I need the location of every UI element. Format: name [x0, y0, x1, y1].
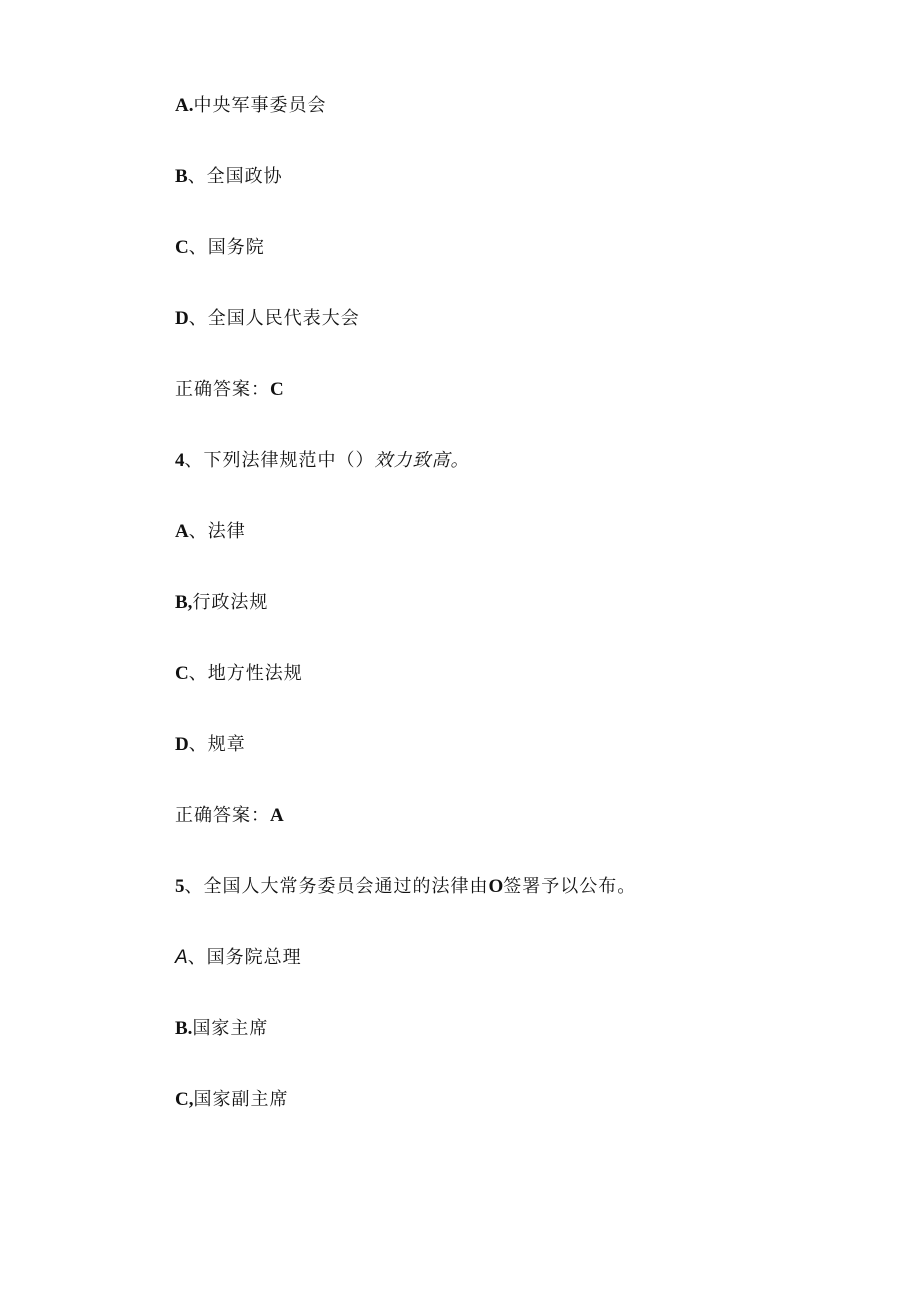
- q4-question: [175, 449, 470, 473]
- q5-option-a: [175, 946, 302, 970]
- q5-question: [175, 875, 636, 899]
- option-text: 、规章: [188, 734, 246, 755]
- option-text: 中央军事委员会: [193, 95, 327, 116]
- q4-option-a: [175, 520, 246, 544]
- option-text: 国家主席: [192, 1018, 269, 1039]
- question-text: 、全国人大常务委员会通过的法律由: [184, 876, 489, 897]
- option-letter: D: [175, 308, 189, 329]
- q3-answer: [175, 378, 284, 402]
- option-letter: D: [175, 734, 189, 755]
- option-letter: A.: [175, 95, 194, 116]
- option-text: 国家副主席: [193, 1089, 289, 1110]
- question-text-italic: 效力致高。: [374, 450, 470, 471]
- option-letter: A: [175, 947, 188, 968]
- option-text: 、全国政协: [187, 166, 283, 187]
- q4-option-d: [175, 733, 246, 757]
- option-text: 、地方性法规: [188, 663, 303, 684]
- q4-option-b: [175, 591, 268, 615]
- option-letter: B.: [175, 1018, 193, 1039]
- option-letter: C: [175, 237, 189, 258]
- option-letter: C,: [175, 1089, 194, 1110]
- q3-option-d: [175, 307, 360, 331]
- option-letter: A: [175, 521, 189, 542]
- option-text: 、法律: [188, 521, 246, 542]
- q5-option-c: [175, 1088, 288, 1112]
- answer-value: C: [270, 379, 284, 400]
- q3-option-b: [175, 165, 283, 189]
- question-text-end: 签署予以公布。: [503, 876, 637, 897]
- option-letter: B: [175, 166, 188, 187]
- q3-option-a: [175, 94, 326, 118]
- option-letter: B,: [175, 592, 193, 613]
- option-letter: C: [175, 663, 189, 684]
- q4-option-c: [175, 662, 303, 686]
- question-blank: O: [488, 876, 504, 897]
- question-number: 5: [175, 876, 185, 897]
- q5-option-b: [175, 1017, 268, 1041]
- option-text: 、国务院总理: [187, 947, 302, 968]
- q3-option-c: [175, 236, 265, 260]
- question-text: 、下列法律规范中（）: [184, 450, 375, 471]
- option-text: 、全国人民代表大会: [188, 308, 360, 329]
- option-text: 、国务院: [188, 237, 265, 258]
- answer-label: 正确答案：: [175, 379, 270, 400]
- q4-answer: [175, 804, 284, 828]
- question-number: 4: [175, 450, 185, 471]
- answer-label: 正确答案：: [175, 805, 270, 826]
- answer-value: A: [270, 805, 284, 826]
- option-text: 行政法规: [192, 592, 269, 613]
